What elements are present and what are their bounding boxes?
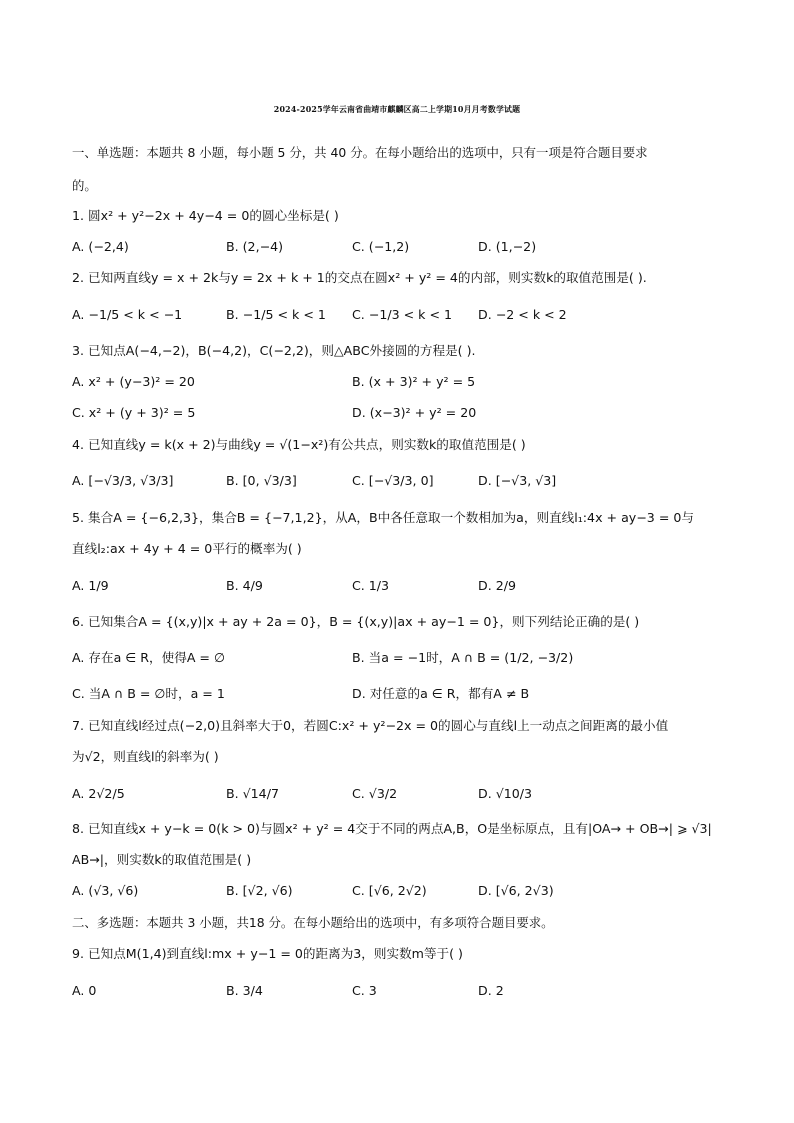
q1-option-b: B. (2,−4) bbox=[226, 239, 284, 254]
question-5-stem-cont: 直线l₂:ax + 4y + 4 = 0平行的概率为( ) bbox=[72, 541, 302, 556]
exam-title: 2024-2025学年云南省曲靖市麒麟区高二上学期10月月考数学试题 bbox=[273, 105, 521, 114]
question-8-stem-cont: AB→|，则实数k的取值范围是( ) bbox=[72, 852, 252, 867]
q6-option-a: A. 存在a ∈ R，使得A = ∅ bbox=[72, 650, 225, 665]
question-7-stem-cont: 为√2，则直线l的斜率为( ) bbox=[72, 749, 219, 764]
q8-option-a: A. (√3, √6) bbox=[72, 883, 139, 898]
question-2-stem: 2. 已知两直线y = x + 2k与y = 2x + k + 1的交点在圆x² + y² = 4的内部，则实数k的取值范围是( ). bbox=[72, 270, 647, 285]
q7-option-b: B. √14/7 bbox=[226, 786, 279, 801]
q3-option-d: D. (x−3)² + y² = 20 bbox=[352, 405, 477, 420]
section1-header-cont: 的。 bbox=[72, 178, 97, 193]
q4-option-b: B. [0, √3/3] bbox=[226, 473, 297, 488]
q7-option-d: D. √10/3 bbox=[478, 786, 533, 801]
q8-option-b: B. [√2, √6) bbox=[226, 883, 293, 898]
question-1-stem: 1. 圆x² + y²−2x + 4y−4 = 0的圆心坐标是( ) bbox=[72, 208, 339, 223]
section2-header: 二、多选题：本题共 3 小题，共18 分。在每小题给出的选项中，有多项符合题目要求。 bbox=[72, 915, 554, 930]
question-3-stem: 3. 已知点A(−4,−2)，B(−4,2)，C(−2,2)，则△ABC外接圆的方程是( ). bbox=[72, 343, 476, 358]
q4-option-a: A. [−√3/3, √3/3] bbox=[72, 473, 174, 488]
q9-option-d: D. 2 bbox=[478, 983, 504, 998]
q6-option-c: C. 当A ∩ B = ∅时，a = 1 bbox=[72, 686, 225, 701]
q5-option-a: A. 1/9 bbox=[72, 578, 109, 593]
q5-option-b: B. 4/9 bbox=[226, 578, 263, 593]
q6-option-b: B. 当a = −1时，A ∩ B = (1/2, −3/2) bbox=[352, 650, 574, 665]
question-6-stem: 6. 已知集合A = {(x,y)|x + ay + 2a = 0}，B = {(x,y)|ax + ay−1 = 0}，则下列结论正确的是( ) bbox=[72, 614, 640, 629]
question-7-stem: 7. 已知直线l经过点(−2,0)且斜率大于0，若圆C:x² + y²−2x = 0的圆心与直线l上一动点之间距离的最小值 bbox=[72, 718, 669, 733]
q3-option-c: C. x² + (y + 3)² = 5 bbox=[72, 405, 196, 420]
q5-option-d: D. 2/9 bbox=[478, 578, 516, 593]
q4-option-c: C. [−√3/3, 0] bbox=[352, 473, 434, 488]
question-8-stem: 8. 已知直线x + y−k = 0(k > 0)与圆x² + y² = 4交于不同的两点A,B，O是坐标原点，且有|OA→ + OB→| ⩾ √3| bbox=[72, 821, 712, 836]
q1-option-d: D. (1,−2) bbox=[478, 239, 537, 254]
q7-option-a: A. 2√2/5 bbox=[72, 786, 125, 801]
q6-option-d: D. 对任意的a ∈ R，都有A ≠ B bbox=[352, 686, 530, 701]
q9-option-b: B. 3/4 bbox=[226, 983, 263, 998]
q3-option-a: A. x² + (y−3)² = 20 bbox=[72, 374, 195, 389]
q5-option-c: C. 1/3 bbox=[352, 578, 390, 593]
q2-option-a: A. −1/5 < k < −1 bbox=[72, 307, 183, 322]
q9-option-c: C. 3 bbox=[352, 983, 377, 998]
section1-header: 一、单选题：本题共 8 小题，每小题 5 分，共 40 分。在每小题给出的选项中，只有一项是符合题目要求 bbox=[72, 145, 648, 160]
q2-option-c: C. −1/3 < k < 1 bbox=[352, 307, 453, 322]
q4-option-d: D. [−√3, √3] bbox=[478, 473, 557, 488]
question-4-stem: 4. 已知直线y = k(x + 2)与曲线y = √(1−x²)有公共点，则实数k的取值范围是( ) bbox=[72, 437, 526, 452]
q1-option-a: A. (−2,4) bbox=[72, 239, 129, 254]
q3-option-b: B. (x + 3)² + y² = 5 bbox=[352, 374, 476, 389]
q8-option-c: C. [√6, 2√2) bbox=[352, 883, 427, 898]
question-5-stem: 5. 集合A = {−6,2,3}，集合B = {−7,1,2}，从A，B中各任意取一个数相加为a，则直线l₁:4x + ay−3 = 0与 bbox=[72, 510, 694, 525]
q8-option-d: D. [√6, 2√3) bbox=[478, 883, 554, 898]
q2-option-d: D. −2 < k < 2 bbox=[478, 307, 567, 322]
question-9-stem: 9. 已知点M(1,4)到直线l:mx + y−1 = 0的距离为3，则实数m等于( ) bbox=[72, 946, 463, 961]
q7-option-c: C. √3/2 bbox=[352, 786, 398, 801]
q9-option-a: A. 0 bbox=[72, 983, 97, 998]
q1-option-c: C. (−1,2) bbox=[352, 239, 410, 254]
q2-option-b: B. −1/5 < k < 1 bbox=[226, 307, 326, 322]
